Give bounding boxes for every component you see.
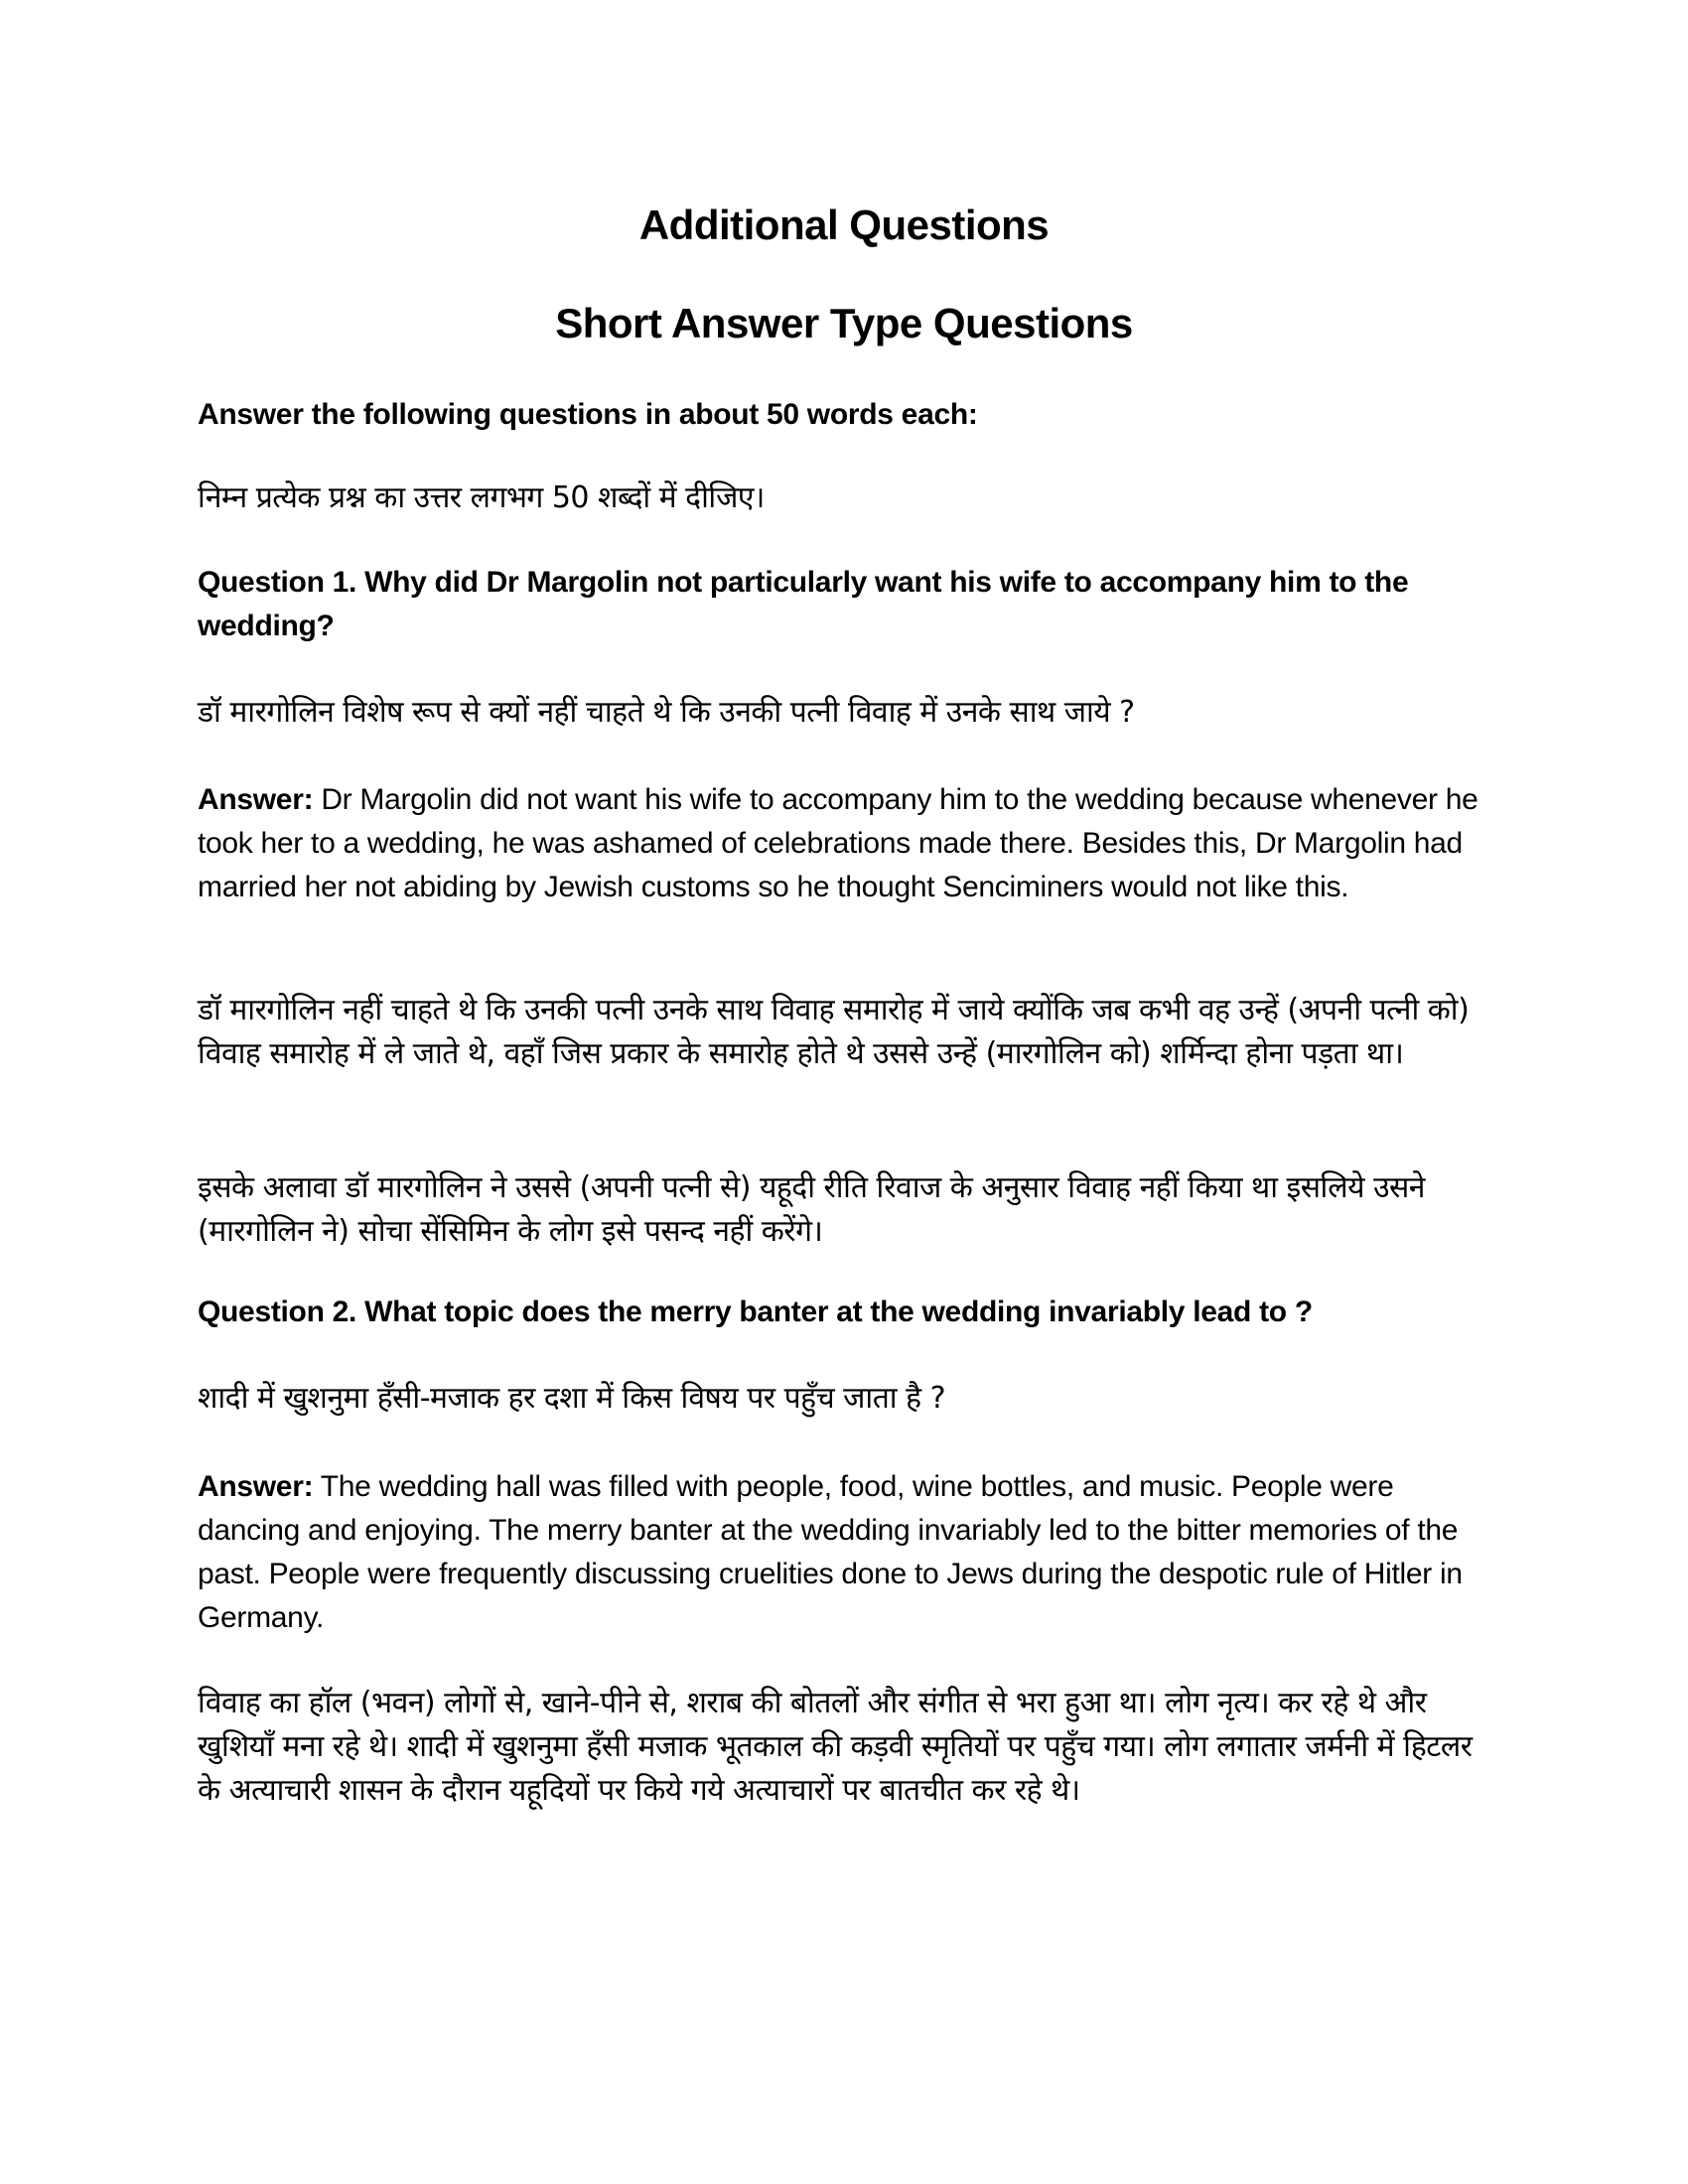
- answer-2: [198, 1465, 1498, 1640]
- answer-1-text: Dr Margolin did not want his wife to accompany him to the wedding because whenever he took her to a wedding, he was ashamed of celebrations made there. Besides this, Dr Margolin had married her not abiding by Jewish customs so he thought Senciminers would not like this.: [198, 783, 1478, 903]
- question-1-hindi: डॉ मारगोलिन विशेष रूप से क्यों नहीं चाहते थे कि उनकी पत्नी विवाह में उनके साथ जाये ?: [198, 695, 1135, 730]
- question-2: Question 2. What topic does the merry banter at the wedding invariably lead to ?: [198, 1296, 1313, 1328]
- answer-1-hindi-para-2: इसके अलावा डॉ मारगोलिन ने उससे (अपनी पत्नी से) यहूदी रीति रिवाज के अनुसार विवाह नहीं किया था इसलिये उसने (मारगोलिन ने) सोचा सेंसिमिन के लोग इसे पसन्द नहीं करेंगे।: [198, 1170, 1425, 1249]
- instructions-hindi: निम्न प्रत्येक प्रश्न का उत्तर लगभग 50 शब्दों में दीजिए।: [198, 480, 765, 515]
- answer-1-hindi-para-1: डॉ मारगोलिन नहीं चाहते थे कि उनकी पत्नी उनके साथ विवाह समारोह में जाये क्योंकि जब कभी वह उन्हें (अपनी पत्नी को) विवाह समारोह में ले जाते थे, वहाँ जिस प्रकार के समारोह होते थे उससे उन्हें (मारगोलिन को) शर्मिन्दा होना पड़ता था।: [198, 993, 1470, 1071]
- section-subtitle: Short Answer Type Questions: [555, 300, 1133, 346]
- answer-2-hindi-para-1: विवाह का हॉल (भवन) लोगों से, खाने-पीने से, शराब की बोतलों और संगीत से भरा हुआ था। लोग नृत्य। कर रहे थे और खुशियाँ मना रहे थे। शादी में खुशनुमा हँसी मजाक भूतकाल की कड़वी स्मृतियों पर पहुँच गया। लोग लगातार जर्मनी में हिटलर के अत्याचारी शासन के दौरान यहूदियों पर किये गये अत्याचारों पर बातचीत कर रहे थे।: [198, 1686, 1473, 1808]
- answer-2-text: The wedding hall was filled with people, food, wine bottles, and music. People were dancing and enjoying. The merry banter at the wedding invariably led to the bitter memories of the past. People were frequently discussing cruelities done to Jews during the despotic rule of Hitler in Germany.: [198, 1470, 1463, 1634]
- answer-label: Answer:: [198, 1470, 314, 1503]
- page-title: Additional Questions: [638, 202, 1050, 248]
- answer-1: [198, 778, 1498, 909]
- instructions: Answer the following questions in about 50 words each:: [198, 398, 978, 431]
- question-2-hindi: शादी में खुशनुमा हँसी-मजाक हर दशा में किस विषय पर पहुँच जाता है ?: [198, 1381, 945, 1416]
- question-1: Question 1. Why did Dr Margolin not particularly want his wife to accompany him to the wedding?: [198, 566, 1409, 642]
- answer-label: Answer:: [198, 783, 314, 816]
